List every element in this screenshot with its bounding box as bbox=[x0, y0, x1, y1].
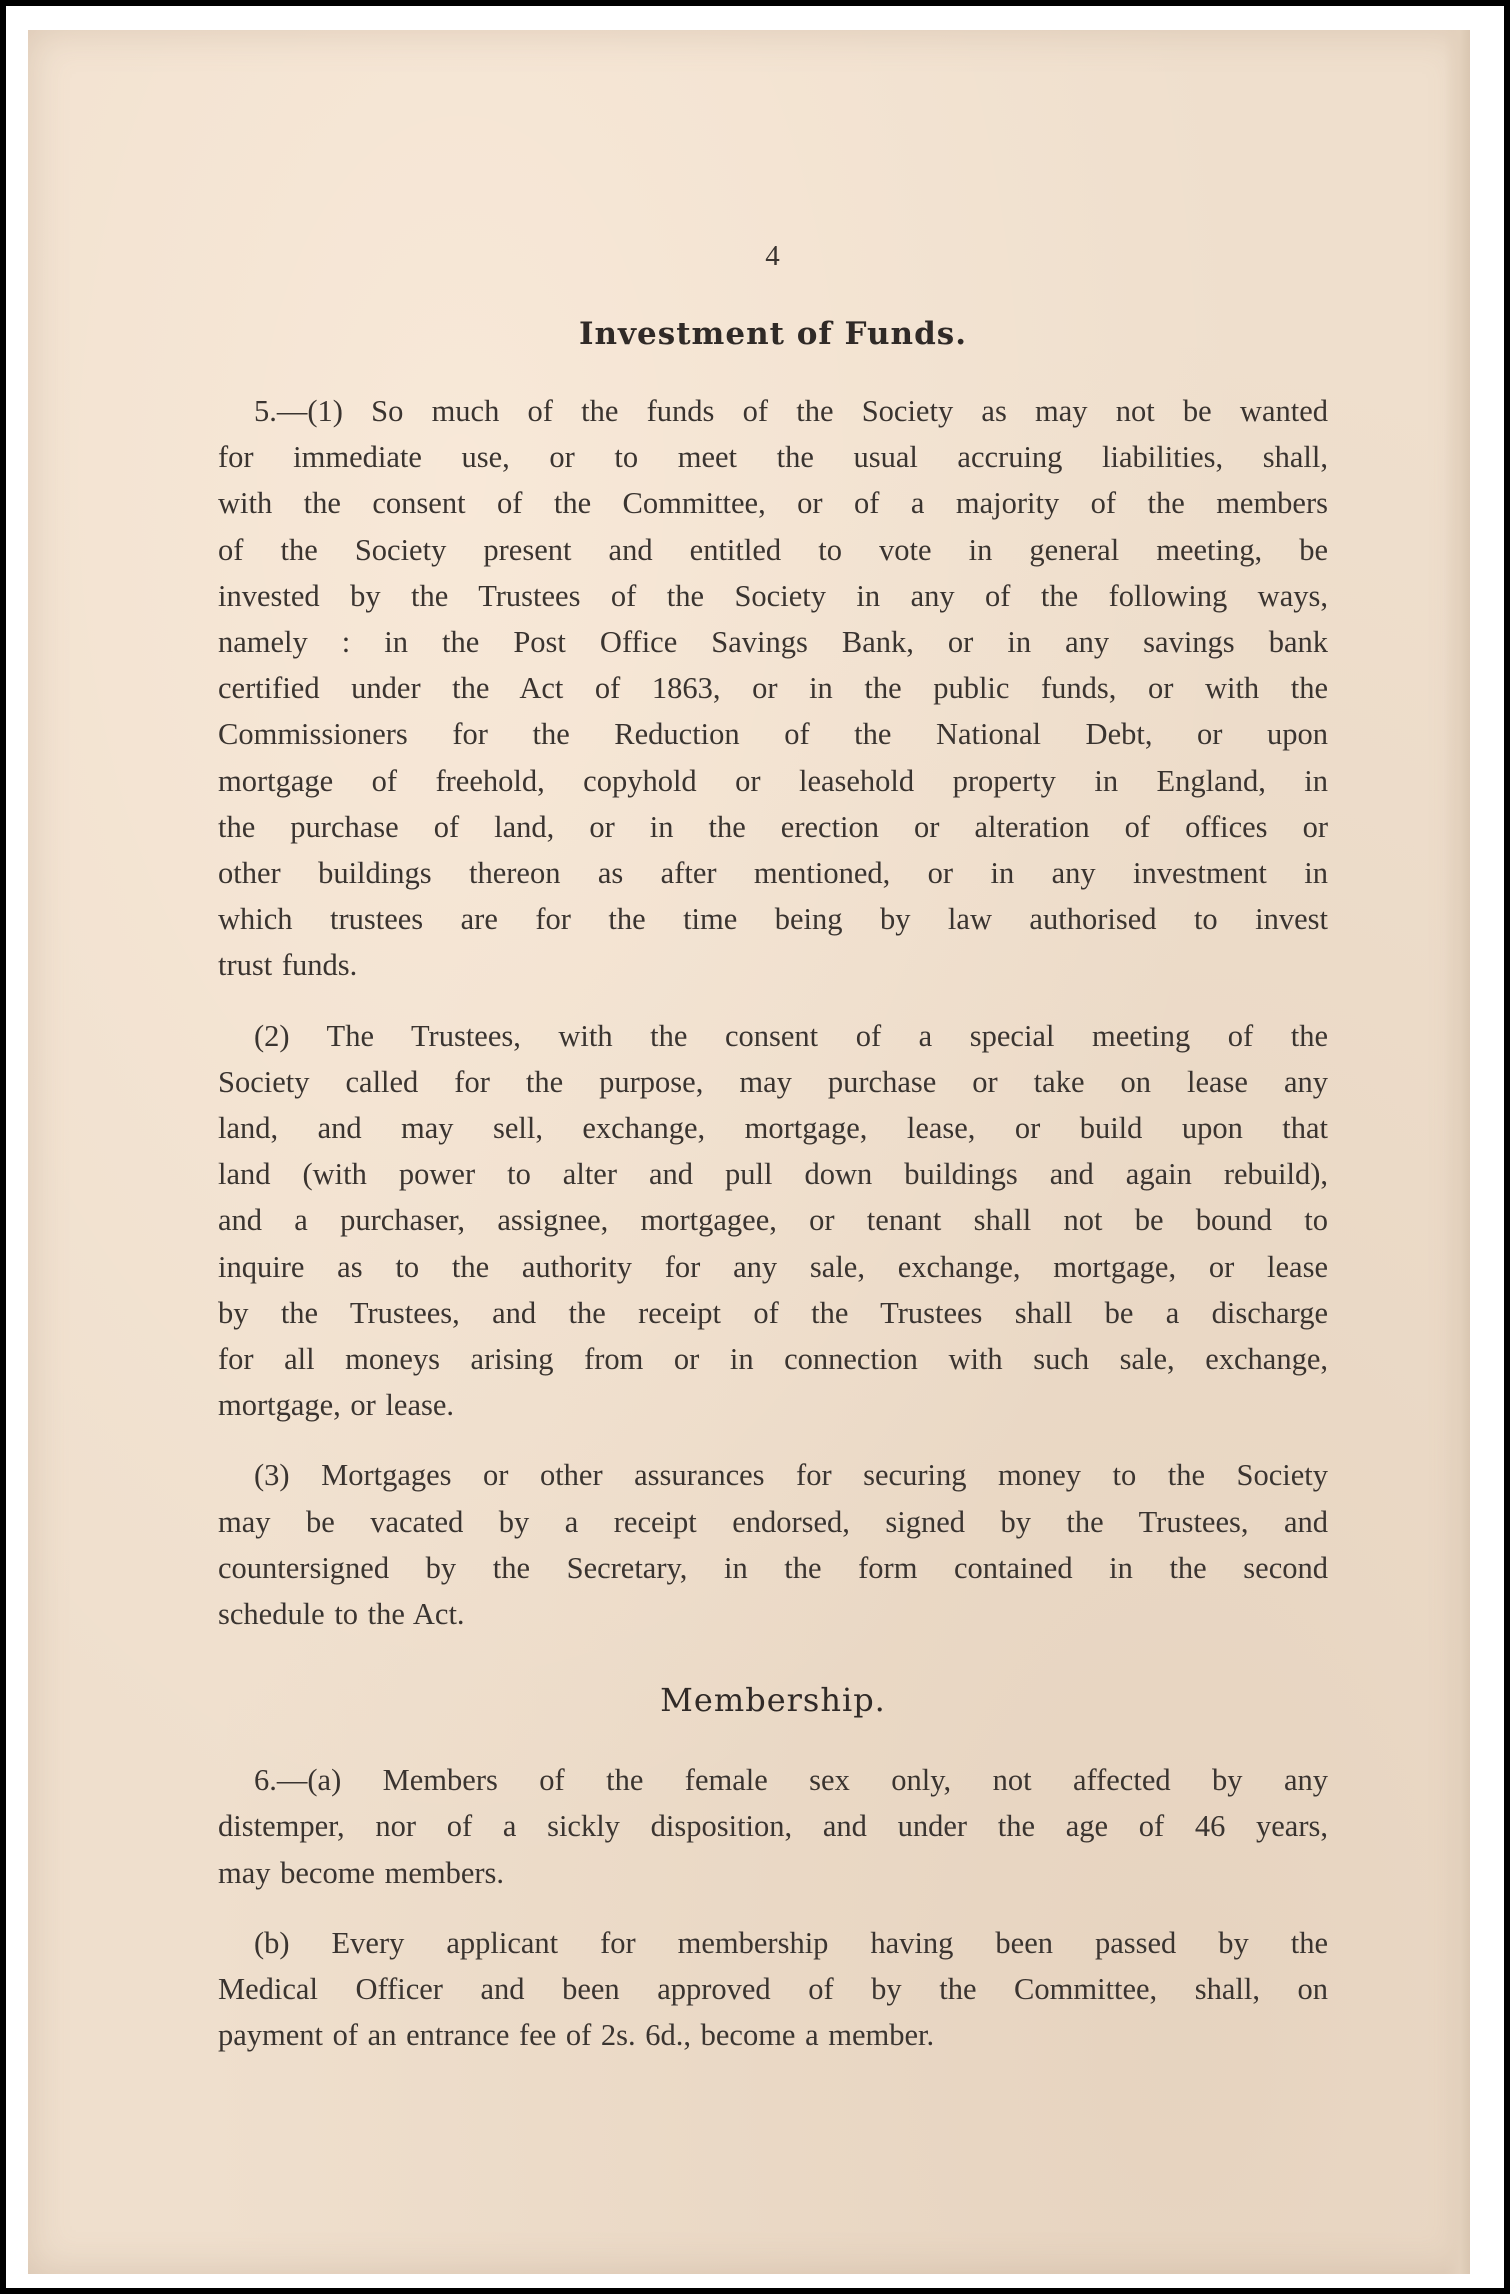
text-line: (b) Every applicant for membership having been passed by the bbox=[254, 1925, 1328, 1960]
text-line: trust funds. bbox=[218, 948, 358, 983]
text-line: Commissioners for the Reduction of the National Debt, or upon bbox=[218, 717, 1328, 752]
text-line: and a purchaser, assignee, mortgagee, or tenant shall not be bound to bbox=[218, 1203, 1328, 1238]
text-line: invested by the Trustees of the Society in any of the following ways, bbox=[218, 578, 1328, 613]
text-line: 6.—(a) Members of the female sex only, not affected by any bbox=[254, 1763, 1328, 1798]
text-line: for all moneys arising from or in connection with such sale, exchange, bbox=[218, 1342, 1328, 1377]
text-line: mortgage, or lease. bbox=[218, 1388, 455, 1423]
text-line: with the consent of the Committee, or of a majority of the members bbox=[218, 486, 1328, 521]
text-line: may be vacated by a receipt endorsed, signed by the Trustees, and bbox=[218, 1504, 1328, 1539]
text-line: land, and may sell, exchange, mortgage, lease, or build upon that bbox=[218, 1111, 1328, 1146]
text-line: payment of an entrance fee of 2s. 6d., become a member. bbox=[218, 2018, 935, 2053]
text-line: schedule to the Act. bbox=[218, 1597, 465, 1632]
paragraph-5-3 bbox=[218, 1452, 1328, 1637]
paragraph-5-2 bbox=[218, 1013, 1328, 1429]
text-line: Medical Officer and been approved of by the Committee, shall, on bbox=[218, 1972, 1328, 2007]
text-line: countersigned by the Secretary, in the form contained in the second bbox=[218, 1550, 1328, 1585]
page-content bbox=[218, 240, 1328, 2083]
text-line: (3) Mortgages or other assurances for securing money to the Society bbox=[254, 1458, 1328, 1493]
text-line: 5.—(1) So much of the funds of the Society as may not be wanted bbox=[254, 394, 1328, 428]
page-number: 4 bbox=[765, 240, 781, 272]
text-line: the purchase of land, or in the erection or alteration of offices or bbox=[218, 809, 1328, 844]
paragraph-6-a bbox=[218, 1757, 1328, 1896]
heading-investment-of-funds: Investment of Funds. bbox=[579, 316, 967, 352]
text-line: may become members. bbox=[218, 1855, 505, 1890]
text-line: mortgage of freehold, copyhold or leasehold property in England, in bbox=[218, 763, 1328, 798]
document-page bbox=[28, 30, 1470, 2274]
paragraph-6-b bbox=[218, 1920, 1328, 2059]
text-line: other buildings thereon as after mentioned, or in any investment in bbox=[218, 856, 1328, 891]
text-line: of the Society present and entitled to vote in general meeting, be bbox=[218, 532, 1328, 567]
text-line: distemper, nor of a sickly disposition, and under the age of 46 years, bbox=[218, 1809, 1328, 1844]
scan-frame bbox=[6, 6, 1504, 2288]
text-line: inquire as to the authority for any sale, exchange, mortgage, or lease bbox=[218, 1249, 1328, 1284]
text-line: certified under the Act of 1863, or in the public funds, or with the bbox=[218, 671, 1328, 706]
text-line: namely : in the Post Office Savings Bank, or in any savings bank bbox=[218, 625, 1328, 660]
page-edge bbox=[1444, 30, 1470, 2274]
text-line: by the Trustees, and the receipt of the Trustees shall be a discharge bbox=[218, 1295, 1328, 1330]
text-line: Society called for the purpose, may purchase or take on lease any bbox=[218, 1064, 1328, 1099]
heading-membership: Membership. bbox=[660, 1681, 886, 1720]
text-line: which trustees are for the time being by law authorised to invest bbox=[218, 902, 1328, 937]
text-line: (2) The Trustees, with the consent of a special meeting of the bbox=[254, 1018, 1328, 1053]
text-line: for immediate use, or to meet the usual accruing liabilities, shall, bbox=[218, 440, 1328, 475]
text-line: land (with power to alter and pull down buildings and again rebuild), bbox=[218, 1157, 1328, 1192]
paragraph-5-1 bbox=[218, 388, 1328, 989]
